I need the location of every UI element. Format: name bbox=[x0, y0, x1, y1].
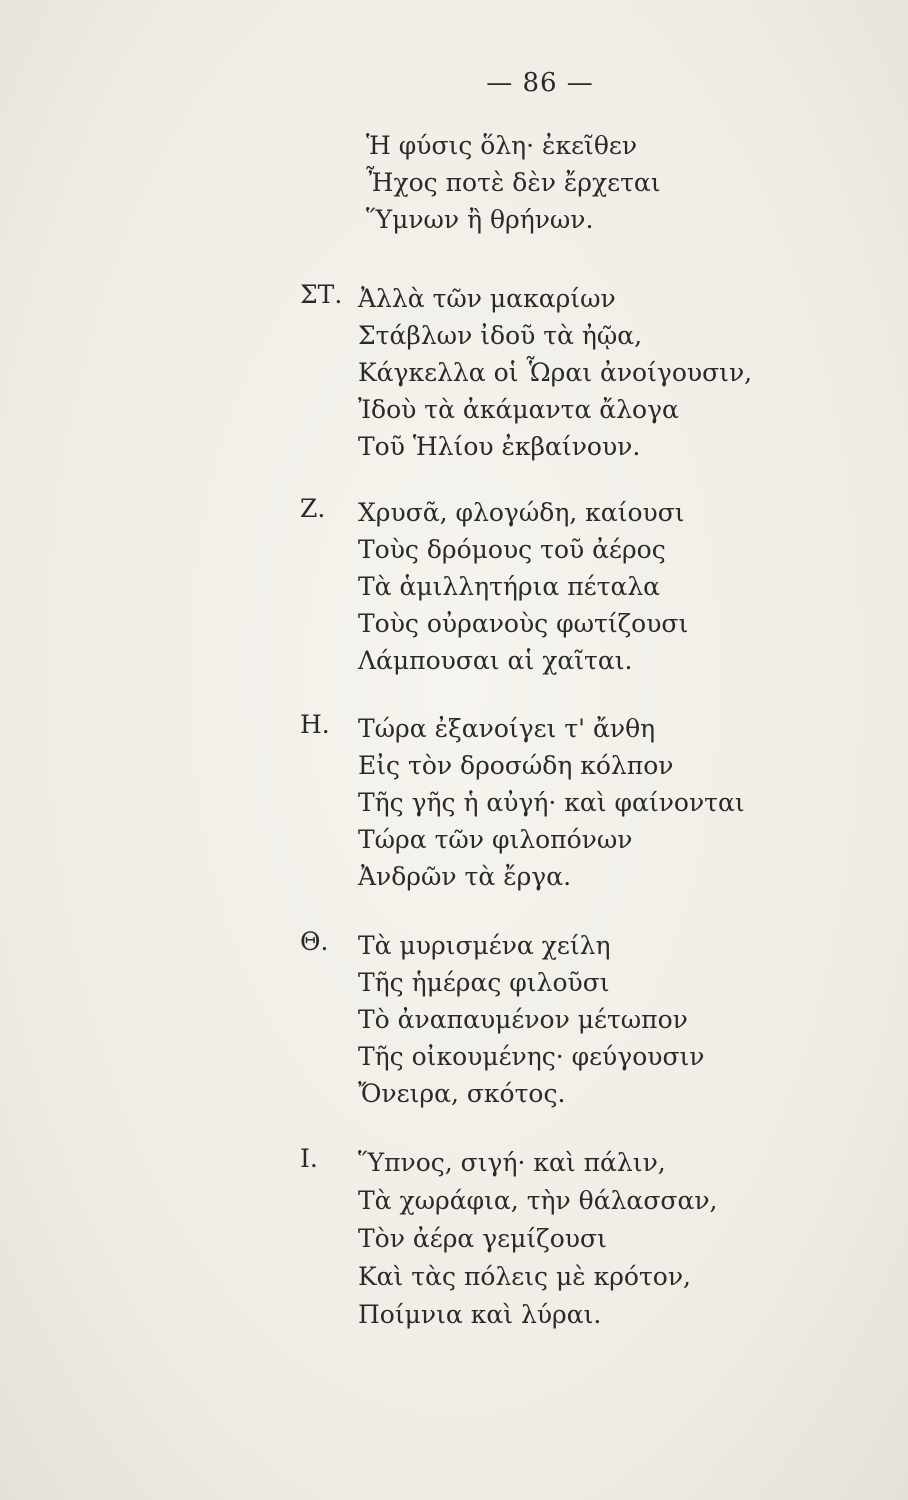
verse-line: Ἡ φύσις ὅλη· ἐκεῖθεν bbox=[366, 131, 638, 160]
verse-line: Τῆς γῆς ἡ αὐγή· καὶ φαίνονται bbox=[358, 788, 745, 817]
verse-line: Τοὺς οὐρανοὺς φωτίζουσι bbox=[358, 609, 689, 638]
verse-line: Εἰς τὸν δροσώδη κόλπον bbox=[358, 751, 674, 780]
verse-line: Τὰ μυρισμένα χείλη bbox=[358, 931, 611, 960]
stanza-h bbox=[300, 710, 745, 895]
verse-line: Στάβλων ἰδοῦ τὰ ἠῷα, bbox=[358, 321, 643, 350]
stanza-number: Ζ. bbox=[300, 494, 326, 523]
verse-line: Ἦχος ποτὲ δὲν ἔρχεται bbox=[366, 168, 661, 197]
verse-line: Τώρα ἐξανοίγει τ' ἄνθη bbox=[358, 714, 656, 743]
stanza-z bbox=[300, 494, 689, 679]
verse-line: Ἀλλὰ τῶν μακαρίων bbox=[358, 284, 616, 313]
verse-line: Τὰ χωράφια, τὴν θάλασσαν, bbox=[358, 1186, 718, 1215]
verse-line: Τώρα τῶν φιλοπόνων bbox=[358, 825, 633, 854]
verse-line: Καὶ τὰς πόλεις μὲ κρότον, bbox=[358, 1262, 692, 1291]
verse-line: Τῆς ἡμέρας φιλοῦσι bbox=[358, 968, 610, 997]
page-number: — 86 — bbox=[486, 68, 594, 98]
verse-line: Τῆς οἰκουμένης· φεύγουσιν bbox=[358, 1042, 705, 1071]
verse-line: Τοῦ Ἡλίου ἐκβαίνουν. bbox=[358, 432, 641, 461]
stanza-i bbox=[300, 1144, 718, 1334]
verse-line: Τὰ ἁμιλλητήρια πέταλα bbox=[358, 572, 661, 601]
verse-line: Λάμπουσαι αἱ χαῖται. bbox=[358, 646, 633, 675]
verse-line: Χρυσᾶ, φλογώδη, καίουσι bbox=[358, 498, 685, 527]
verse-line: Ἀνδρῶν τὰ ἔργα. bbox=[358, 862, 572, 891]
verse-line: Ἰδοὺ τὰ ἀκάμαντα ἄλογα bbox=[358, 395, 679, 424]
verse-line: Ποίμνια καὶ λύραι. bbox=[358, 1300, 602, 1329]
stanza-number: ΣΤ. bbox=[300, 280, 343, 309]
verse-line: Τὸν ἀέρα γεμίζουσι bbox=[358, 1224, 607, 1253]
stanza-number: Η. bbox=[300, 710, 330, 739]
verse-line: Τὸ ἀναπαυμένον μέτωπον bbox=[358, 1005, 688, 1034]
verse-line: Ὄνειρα, σκότος. bbox=[358, 1079, 566, 1108]
stanza-number: Ι. bbox=[300, 1144, 318, 1173]
verse-line: Ὕπνος, σιγή· καὶ πάλιν, bbox=[358, 1148, 666, 1177]
stanza-number: Θ. bbox=[300, 927, 329, 956]
verse-line: Τοὺς δρόμους τοῦ ἀέρος bbox=[358, 535, 666, 564]
stanza-continuation bbox=[366, 127, 661, 238]
verse-line: Ὕμνων ἢ θρήνων. bbox=[366, 205, 594, 234]
stanza-th bbox=[300, 927, 705, 1112]
verse-line: Κάγκελλα οἱ Ὧραι ἀνοίγουσιν, bbox=[358, 358, 753, 387]
stanza-st bbox=[300, 280, 753, 465]
